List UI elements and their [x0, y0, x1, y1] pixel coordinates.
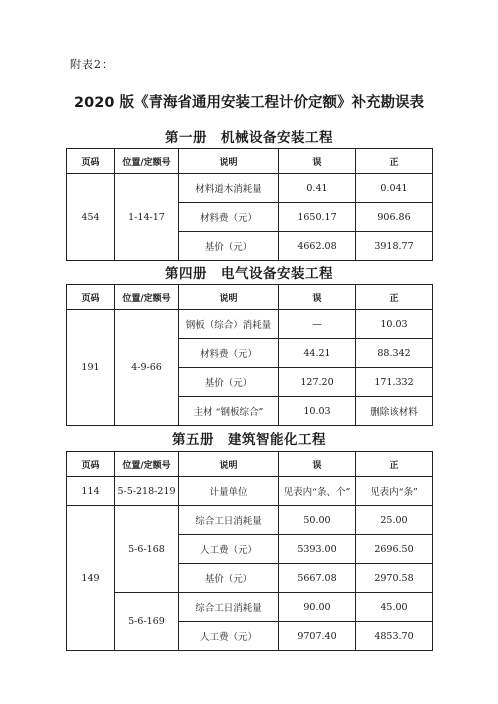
wrong-value-cell: 0.41: [279, 174, 356, 203]
description-cell: 材料道木消耗量: [179, 174, 279, 203]
correct-value-cell: 见表内“条”: [356, 477, 433, 506]
position-cell: 1-14-17: [115, 174, 179, 261]
wrong-value-cell: 5667.08: [279, 564, 356, 593]
section-title: [0, 262, 498, 282]
page-number-cell: 191: [67, 310, 115, 426]
correct-value-cell: 906.86: [356, 203, 433, 232]
wrong-value-cell: 5393.00: [279, 535, 356, 564]
description-cell: 材料费（元）: [179, 339, 279, 368]
attachment-label: 附表2：: [70, 58, 114, 71]
header-page: 页码: [67, 285, 115, 310]
description-cell: 基价（元）: [179, 232, 279, 261]
header-wrong: 误: [279, 149, 356, 174]
table-row: [67, 506, 433, 535]
description-cell: 基价（元）: [179, 368, 279, 397]
header-page: 页码: [67, 452, 115, 477]
header-position: 位置/定额号: [115, 452, 179, 477]
page-number-cell: 454: [67, 174, 115, 261]
header-row: [67, 452, 433, 477]
description-cell: 主材 “钢板综合”: [179, 397, 279, 426]
wrong-value-cell: 1650.17: [279, 203, 356, 232]
header-correct: 正: [356, 149, 433, 174]
correct-value-cell: 2696.50: [356, 535, 433, 564]
errata-table: [66, 148, 433, 261]
correct-value-cell: 0.041: [356, 174, 433, 203]
correct-value-cell: 45.00: [356, 593, 433, 622]
header-correct: 正: [356, 452, 433, 477]
correct-value-cell: 2970.58: [356, 564, 433, 593]
header-description: 说明: [179, 452, 279, 477]
description-cell: 综合工日消耗量: [179, 593, 279, 622]
volume-label: 第四册: [165, 266, 207, 282]
wrong-value-cell: 50.00: [279, 506, 356, 535]
description-cell: 材料费（元）: [179, 203, 279, 232]
table-row: [67, 593, 433, 622]
wrong-value-cell: 44.21: [279, 339, 356, 368]
position-cell: 5-6-169: [115, 593, 179, 651]
header-description: 说明: [179, 285, 279, 310]
wrong-value-cell: 90.00: [279, 593, 356, 622]
description-cell: 人工费（元）: [179, 535, 279, 564]
header-page: 页码: [67, 149, 115, 174]
position-cell: 5-5-218-219: [115, 477, 179, 506]
page-number-cell: 114: [67, 477, 115, 506]
section-title: [0, 126, 498, 146]
position-cell: 5-6-168: [115, 506, 179, 593]
errata-table: [66, 451, 433, 651]
correct-value-cell: 删除该材料: [356, 397, 433, 426]
correct-value-cell: 10.03: [356, 310, 433, 339]
header-wrong: 误: [279, 285, 356, 310]
section-title: [0, 428, 498, 448]
header-row: [67, 285, 433, 310]
description-cell: 人工费（元）: [179, 622, 279, 651]
header-position: 位置/定额号: [115, 149, 179, 174]
correct-value-cell: 88.342: [356, 339, 433, 368]
header-position: 位置/定额号: [115, 285, 179, 310]
correct-value-cell: 3918.77: [356, 232, 433, 261]
wrong-value-cell: —: [279, 310, 356, 339]
description-cell: 综合工日消耗量: [179, 506, 279, 535]
header-description: 说明: [179, 149, 279, 174]
correct-value-cell: 171.332: [356, 368, 433, 397]
section-name: 建筑智能化工程: [228, 432, 326, 448]
correct-value-cell: 4853.70: [356, 622, 433, 651]
correct-value-cell: 25.00: [356, 506, 433, 535]
wrong-value-cell: 127.20: [279, 368, 356, 397]
table-row: [67, 310, 433, 339]
wrong-value-cell: 10.03: [279, 397, 356, 426]
page-number-cell: 149: [67, 506, 115, 651]
header-wrong: 误: [279, 452, 356, 477]
document-title: 2020 版《青海省通用安装工程计价定额》补充勘误表: [74, 95, 424, 111]
description-cell: 基价（元）: [179, 564, 279, 593]
wrong-value-cell: 9707.40: [279, 622, 356, 651]
wrong-value-cell: 见表内“条、个”: [279, 477, 356, 506]
header-row: [67, 149, 433, 174]
volume-label: 第五册: [172, 432, 214, 448]
volume-label: 第一册: [165, 130, 207, 146]
table-row: [67, 174, 433, 203]
description-cell: 计量单位: [179, 477, 279, 506]
table-row: [67, 477, 433, 506]
section-name: 电气设备安装工程: [221, 266, 333, 282]
section-name: 机械设备安装工程: [221, 130, 333, 146]
wrong-value-cell: 4662.08: [279, 232, 356, 261]
header-correct: 正: [356, 285, 433, 310]
description-cell: 钢板（综合）消耗量: [179, 310, 279, 339]
errata-table: [66, 284, 433, 426]
position-cell: 4-9-66: [115, 310, 179, 426]
